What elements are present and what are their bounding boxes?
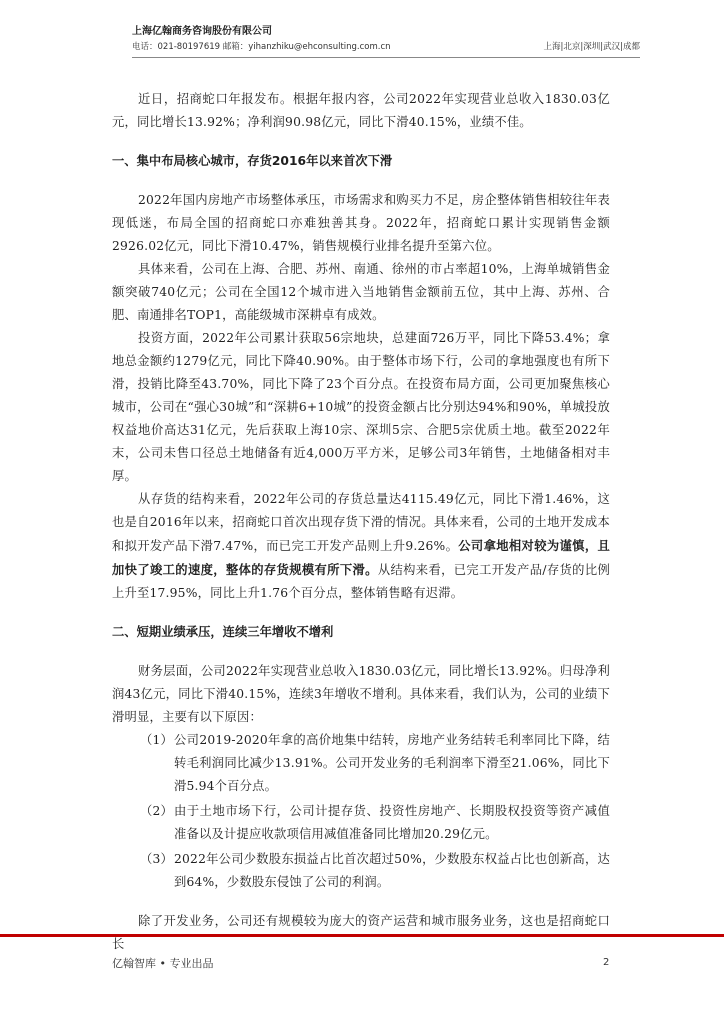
- section-1-title: 一、集中布局核心城市，存货2016年以来首次下滑: [112, 154, 393, 168]
- office-locations: 上海|北京|深圳|武汉|成都: [543, 42, 640, 52]
- section-1-paragraph-2: 具体来看，公司在上海、合肥、苏州、南通、徐州的市占率超10%，上海单城销售金额突破740亿元；公司在全国12个城市进入当地销售金额前五位，其中上海、苏州、合肥、南通排名TOP1，高能级城市深耕卓有成效。: [112, 262, 610, 322]
- footer-brand: 亿翰智库 • 专业出品: [112, 957, 214, 970]
- list-item-text: 2022年公司少数股东损益占比首次超过50%，少数股东权益占比也创新高，达到64%，少数股东侵蚀了公司的利润。: [174, 852, 610, 889]
- intro-paragraph: 近日，招商蛇口年报发布。根据年报内容，公司2022年实现营业总收入1830.03亿元，同比增长13.92%；净利润90.98亿元，同比下滑40.15%，业绩不佳。: [112, 92, 610, 129]
- footer-divider: [0, 934, 724, 937]
- list-item-number: （3）: [140, 852, 174, 866]
- document-body: [112, 88, 610, 956]
- company-name: 上海亿翰商务咨询股份有限公司: [132, 26, 272, 37]
- paragraph-4-tail: 从结构来看，已完工开发产品/存货的比例上升至17.95%，同比上升1.76个百分点，整体销售略有迟滞。: [112, 563, 610, 600]
- paragraph-4-emphasis: 公司拿地相对较为谨慎，且加快了竣工的速度，整体的存货规模有所下滑。: [112, 538, 610, 577]
- page-header: [132, 22, 640, 52]
- list-item-text: 公司2019-2020年拿的高价地集中结转，房地产业务结转毛利率同比下降，结转毛利润同比减少13.91%。公司开发业务的毛利润率下滑至21.06%，同比下滑5.94个百分点。: [174, 733, 610, 793]
- list-item-text: 由于土地市场下行，公司计提存货、投资性房地产、长期股权投资等资产减值准备以及计提应收款项信用减值准备同比增加20.29亿元。: [174, 804, 610, 841]
- section-2-paragraph-1: 财务层面，公司2022年实现营业总收入1830.03亿元，同比增长13.92%。归母净利润43亿元，同比下滑40.15%，连续3年增收不增利。具体来看，我们认为，公司的业绩下滑明显，主要有以下原因：: [112, 664, 610, 724]
- contact-info: 电话：021-80197619 邮箱：yihanzhiku@ehconsulting.com.cn: [132, 42, 391, 52]
- list-item: [112, 729, 610, 798]
- list-item: [112, 800, 610, 846]
- section-2-paragraph-2: 除了开发业务，公司还有规模较为庞大的资产运营和城市服务业务，这也是招商蛇口长: [112, 914, 610, 951]
- list-item-number: （1）: [140, 733, 174, 747]
- page-number: 2: [603, 957, 610, 968]
- section-2-title: 二、短期业绩承压，连续三年增收不增利: [112, 625, 334, 639]
- list-item-number: （2）: [140, 804, 174, 818]
- header-divider: [132, 57, 640, 58]
- section-1-paragraph-4: [112, 488, 610, 605]
- section-1-paragraph-3: 投资方面，2022年公司累计获取56宗地块，总建面726万平，同比下降53.4%；拿地总金额约1279亿元，同比下降40.90%。由于整体市场下行，公司的拿地强度也有所下滑，投销比降至43.70%，同比下降了23个百分点。在投资布局方面，公司更加聚焦核心城市，公司在“强心30城”和“深耕6+10城”的投资金额占比分别达94%和90%，单城投放权益地价高达31亿元，先后获取上海10宗、深圳5宗、合肥5宗优质土地。截至2022年末，公司未售口径总土地储备有近4,000万平方米，足够公司3年销售，土地储备相对丰厚。: [112, 331, 610, 483]
- paragraph-4-text: 从存货的结构来看，2022年公司的存货总量达4115.49亿元，同比下滑1.46%，这也是自2016年以来，招商蛇口首次出现存货下滑的情况。具体来看，公司的土地开发成本和拟开发产品下滑7.47%，而已完工开发产品则上升9.26%。: [112, 492, 610, 553]
- section-1-paragraph-1: 2022年国内房地产市场整体承压，市场需求和购买力不足，房企整体销售相较往年表现低迷，布局全国的招商蛇口亦难独善其身。2022年，招商蛇口累计实现销售金额2926.02亿元，同比下滑10.47%，销售规模行业排名提升至第六位。: [112, 193, 610, 253]
- list-item: [112, 848, 610, 894]
